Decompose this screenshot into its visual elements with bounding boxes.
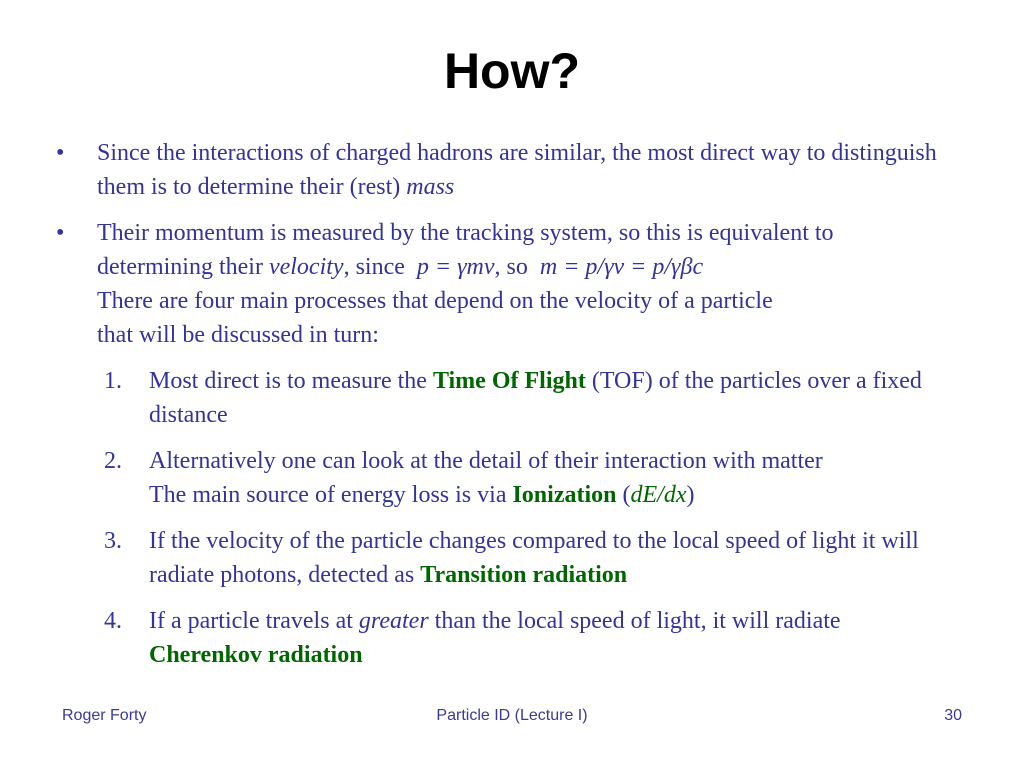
bullet-marker: • (56, 220, 65, 246)
bullet-2-pre: determining their (97, 254, 269, 280)
footer-page-number: 30 (944, 707, 962, 724)
list-number: 2. (104, 448, 122, 474)
bullet-2-line-4: that will be discussed in turn: (97, 322, 379, 348)
item-1-post: (TOF) of the particles over a fixed distance (149, 368, 922, 428)
list-item-1 (104, 364, 986, 432)
item-2-bold: Ionization (512, 482, 617, 508)
item-4-italic: greater (358, 608, 429, 634)
bullet-2-so: , so (494, 254, 540, 280)
slide-title: How? (443, 43, 581, 99)
list-number: 4. (104, 608, 122, 634)
item-2-paren-open: ( (616, 482, 631, 508)
item-1-bold: Time Of Flight (432, 368, 586, 394)
bullet-1-text: Since the interactions of charged hadrons are similar, the most direct way to distinguish them is to determine their (rest) (97, 140, 937, 200)
list-item-4 (104, 604, 986, 672)
item-2-line-2 (149, 478, 986, 512)
bullet-2-line-1: Their momentum is measured by the tracking system, so this is equivalent to (97, 220, 834, 246)
item-4-bold: Cherenkov radiation (149, 642, 363, 668)
item-4-post: than the local speed of light, it will radiate (428, 608, 841, 634)
formula-momentum: p = γmv (416, 254, 495, 280)
bullet-item-2 (56, 216, 986, 352)
item-2-line-1: Alternatively one can look at the detail of their interaction with matter (149, 448, 823, 474)
list-item-3 (104, 524, 986, 592)
list-item-2 (104, 444, 986, 512)
list-number: 3. (104, 528, 122, 554)
bullet-item-1 (56, 136, 986, 204)
numbered-list (56, 364, 986, 672)
bullet-2-line-2 (97, 250, 986, 284)
slide-body (56, 136, 986, 672)
item-3-pre: If the velocity of the particle changes compared to the local speed of light it will radiate photons, detected as (149, 528, 919, 588)
bullet-2-velocity: velocity (268, 254, 344, 280)
formula-mass: m = p/γv = p/γβc (539, 254, 704, 280)
bullet-2-since: , since (343, 254, 417, 280)
item-4-pre: If a particle travels at (149, 608, 359, 634)
footer-author: Roger Forty (62, 707, 147, 724)
bullet-marker: • (56, 140, 65, 166)
bullet-1-emph: mass (406, 174, 455, 200)
bullet-2-line-3: There are four main processes that depend on the velocity of a particle (97, 288, 773, 314)
item-1-pre: Most direct is to measure the (149, 368, 433, 394)
item-2-pre: The main source of energy loss is via (149, 482, 513, 508)
footer-lecture: Particle ID (Lecture I) (436, 707, 588, 724)
list-number: 1. (104, 368, 122, 394)
item-3-bold: Transition radiation (420, 562, 628, 588)
item-2-paren-close: ) (686, 482, 695, 508)
item-2-italic: dE/dx (630, 482, 687, 508)
item-4-line-1 (149, 604, 986, 638)
